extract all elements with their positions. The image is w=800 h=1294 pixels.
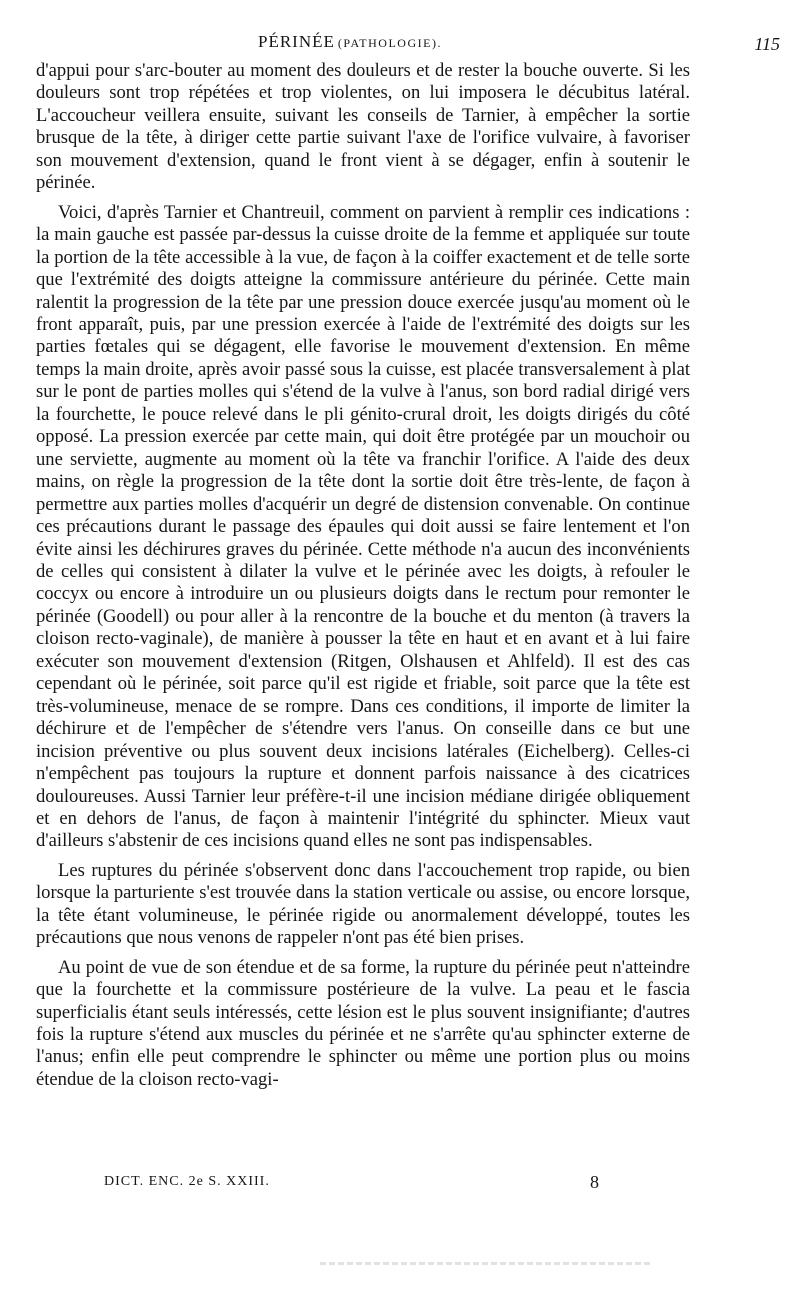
printer-signature: [104, 1168, 624, 1198]
header-title: PÉRINÉE: [258, 32, 335, 51]
running-head: [36, 20, 780, 54]
signature-mark: DICT. ENC. 2e S. XXIII.: [104, 1174, 270, 1189]
paragraph-4: Au point de vue de son étendue et de sa forme, la rupture du périnée peut n'atteindre que la fourchette et la commissure postérieure de la vulve. La peau et le fascia superficialis étant seuls intéressés, cette lésion est le plus souvent insignifiante; d'autres fois la rupture s'étend aux muscles du périnée et ne s'arrête qu'au sphincter externe de l'anus; enfin elle peut comprendre le sphincter ou même une portion plus ou moins étendue de la cloison recto-vagi-: [36, 956, 690, 1090]
paragraph-3: Les ruptures du périnée s'observent donc dans l'accouchement trop rapide, ou bien lorsque la parturiente s'est trouvée dans la station verticale ou assise, ou encore lorsque, la tête étant volumineuse, le périnée rigide ou anormalement développé, toutes les précautions que nous venons de rappeler n'ont pas été bien prises.: [36, 859, 690, 949]
body-text: [36, 60, 690, 1091]
header-subtitle: (PATHOLOGIE).: [337, 36, 442, 50]
signature-number: 8: [590, 1172, 600, 1192]
paragraph-1: d'appui pour s'arc-bouter au moment des douleurs et de rester la bouche ouverte. Si les douleurs sont trop répétées et trop violentes, on lui imposera le décubitus latéral. L'accoucheur veillera ensuite, suivant les conseils de Tarnier, à empêcher la sortie brusque de la tête, à diriger cette partie suivant l'axe de l'orifice vulvaire, à favoriser son mouvement d'extension, quand le front vient à se dégager, enfin à soutenir le périnée.: [36, 60, 690, 194]
paragraph-2: Voici, d'après Tarnier et Chantreuil, comment on parvient à remplir ces indications : la main gauche est passée par-dessus la cuisse droite de la femme et appliquée sur toute la portion de la tête accessible à la vue, de façon à la coiffer exactement et de telle sorte que l'extrémité des doigts atteigne la commissure antérieure du périnée. Cette main ralentit la progression de la tête par une pression douce exercée jusqu'au moment où le front apparaît, puis, par une pression exercée à l'aide de l'extrémité des doigts sur les parties fœtales qui se dégagent, elle favorise le mouvement d'extension. En même temps la main droite, après avoir passé sous la cuisse, est placée transversalement à plat sur le pont de parties molles qui s'étend de la vulve à l'anus, son bord radial dirigé vers la fourchette, le pouce relevé dans le pli génito-crural droit, les doigts dirigés du côté opposé. La pression exercée par cette main, qui doit être protégée par un mouchoir ou une serviette, augmente au moment où la tête va franchir l'orifice. A l'aide des deux mains, on règle la progression de la tête dont la sortie doit être très-lente, de façon à permettre aux parties molles d'acquérir un degré de distension convenable. On continue ces précautions durant le passage des épaules qui doit aussi se faire lentement et l'on évite ainsi les déchirures graves du périnée. Cette méthode n'a aucun des inconvénients de celles qui consistent à dilater la vulve et le périnée avec les doigts, à refouler le coccyx ou encore à introduire un ou plusieurs doigts dans le rectum pour remonter le périnée (Goodell) ou pour aller à la rencontre de la bouche et du menton (à travers la cloison recto-vaginale), de manière à pousser la tête en haut et en avant et à lui faire exécuter son mouvement d'extension (Ritgen, Olshausen et Ahlfeld). Il est des cas cependant où le périnée, soit parce qu'il est rigide et friable, soit parce que la tête est très-volumineuse, menace de se rompre. Dans ces conditions, il importe de limiter la déchirure et de l'empêcher de s'étendre vers l'anus. On conseille dans ce but une incision préventive ou plus souvent deux incisions latérales (Eichelberg). Celles-ci n'empêchent pas toujours la rupture et donnent parfois naissance à des cicatrices douloureuses. Aussi Tarnier leur préfère-t-il une incision médiane dirigée obliquement et en dehors de l'anus, de façon à maintenir l'intégrité du sphincter. Mieux vaut d'ailleurs s'abstenir de ces incisions quand elles ne sont pas indispensables.: [36, 201, 690, 852]
page-number: 115: [754, 34, 780, 54]
bleed-through-line: [320, 1262, 650, 1265]
page-header-title: [258, 32, 442, 52]
